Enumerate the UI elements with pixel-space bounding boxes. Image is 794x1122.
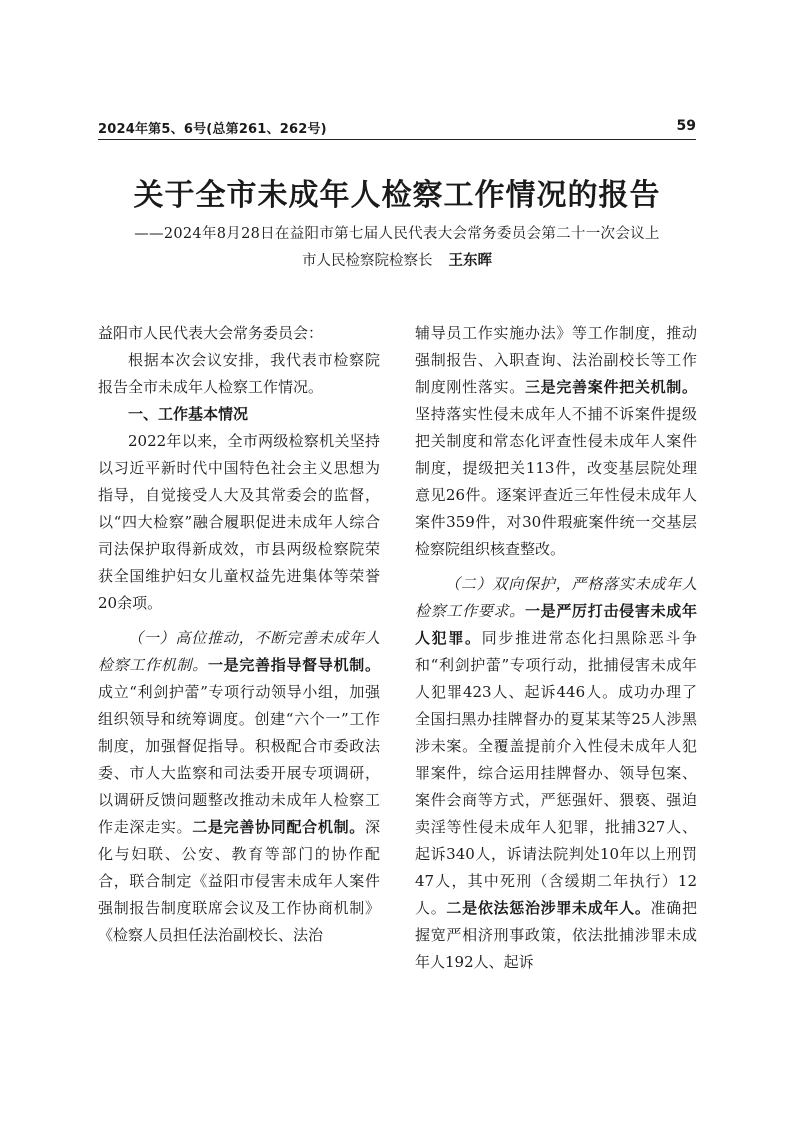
point-5-text: 准确把握宽严相济刑事政策，依法批捕涉罪未成年人192人、起诉 bbox=[415, 899, 697, 971]
subsection-2 bbox=[415, 571, 697, 976]
salutation: 益阳市人民代表大会常务委员会： bbox=[98, 324, 324, 342]
point-5-heading: 二是依法惩治涉罪未成年人。 bbox=[446, 899, 651, 917]
point-1-heading: 一是完善指导督导机制。 bbox=[207, 656, 380, 674]
author-name: 王东晖 bbox=[448, 253, 492, 269]
report-subtitle: ——2024年8月28日在益阳市第七届人民代表大会常务委员会第二十一次会议上 bbox=[134, 226, 660, 242]
point-4-heading: 一是严厉打击侵害未成年人犯罪。 bbox=[415, 602, 697, 647]
point-3-text: 坚持落实性侵未成年人不捕不诉案件提级把关制度和常态化评查性侵未成年人案件制度，提级把关113件，改变基层院处理意见26件。逐案评查近三年性侵未成年人案件359件，对30件瑕疵案件统一交基层检察院组织核查整改。 bbox=[415, 405, 697, 558]
continued-paragraph bbox=[415, 320, 697, 563]
point-4-text: 同步推进常态化扫黑除恶斗争和“利剑护蕾”专项行动，批捕侵害未成年人犯罪423人、起诉446人。成功办理了全国扫黑办挂牌督办的夏某某等25人涉黑涉未案。全覆盖提前介入性侵未成年人犯罪案件，综合运用挂牌督办、领导包案、案件会商等方式，严惩强奸、猥亵、强迫卖淫等性侵未成年人犯罪，批捕327人、起诉340人，诉请法院判处10年以上刑罚47人，其中死刑（含缓期二年执行）12人。 bbox=[415, 629, 697, 917]
left-column bbox=[98, 320, 380, 949]
running-header bbox=[98, 118, 696, 140]
issue-label: 2024年第5、6号(总第261、262号) bbox=[98, 122, 327, 137]
point-2-continued: 辅导员工作实施办法》等工作制度，推动强制报告、入职查询、法治副校长等工作制度刚性落实。 bbox=[415, 324, 697, 396]
paragraph-overview: 2022年以来，全市两级检察机关坚持以习近平新时代中国特色社会主义思想为指导，自觉接受人大及其常委会的监督，以“四大检察”融合履职促进未成年人综合司法保护取得新成效，市县两级检察院荣获全国维护妇女儿童权益先进集体等荣誉20余项。 bbox=[98, 432, 380, 612]
report-title: 关于全市未成年人检察工作情况的报告 bbox=[133, 178, 661, 213]
page-number: 59 bbox=[676, 118, 696, 134]
point-2-text: 深化与妇联、公安、教育等部门的协作配合，联合制定《益阳市侵害未成年人案件强制报告制度联席会议及工作协商机制》《检察人员担任法治副校长、法治 bbox=[98, 818, 380, 944]
header-rule bbox=[98, 139, 696, 140]
intro-paragraph: 根据本次会议安排，我代表市检察院报告全市未成年人检察工作情况。 bbox=[98, 351, 380, 396]
point-1-text: 成立“利剑护蕾”专项行动领导小组，加强组织领导和统筹调度。创建“六个一”工作制度，加强督促指导。积极配合市委政法委、市人大监察和司法委开展专项调研，以调研反馈问题整改推动未成年人检察工作走深走实。 bbox=[98, 683, 380, 836]
section-heading-1: 一、工作基本情况 bbox=[128, 405, 249, 423]
subsection-2-heading: （二）双向保护，严格落实未成年人检察工作要求。 bbox=[415, 575, 697, 620]
author-role: 市人民检察院检察长 bbox=[302, 253, 433, 269]
byline bbox=[0, 249, 794, 270]
point-3-heading: 三是完善案件把关机制。 bbox=[524, 378, 697, 396]
point-2-heading: 二是完善协同配合机制。 bbox=[192, 818, 365, 836]
right-column bbox=[415, 320, 697, 976]
subsection-1 bbox=[98, 625, 380, 949]
subsection-1-heading: （一）高位推动，不断完善未成年人检察工作机制。 bbox=[98, 629, 380, 674]
